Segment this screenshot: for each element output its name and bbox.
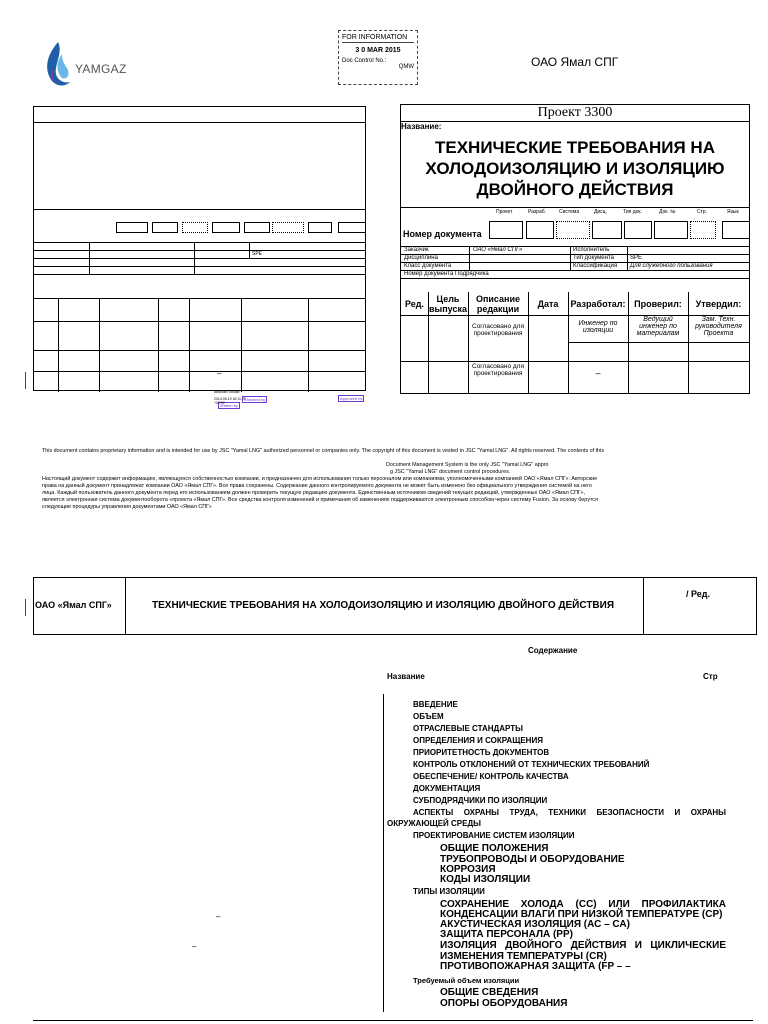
toc-column-name: Название <box>387 672 425 681</box>
developed-header: Разработал: <box>570 299 626 309</box>
stamp-initials: QMW <box>398 64 414 70</box>
toc-item[interactable]: ОТРАСЛЕВЫЕ СТАНДАРТЫ <box>413 724 523 733</box>
toc-dash: – <box>192 942 197 951</box>
toc-subitem[interactable]: ПРОТИВОПОЖАРНАЯ ЗАЩИТА (FP – – <box>440 961 631 972</box>
document-number-label: Номер документа <box>403 229 482 239</box>
toc-column-page: Стр <box>703 672 718 681</box>
toc-subitem[interactable]: ОБЩИЕ СВЕДЕНИЯ <box>440 987 539 998</box>
docclass-label: Класс документа <box>404 263 452 269</box>
disclaimer-en-1: This document contains proprietary information and is intended for use by JSC "Yamal LNG" authorized personnel or companies only. The copyright of this document is vested in JSC "Yamal LNG". All rights reserved. The contents of this <box>42 448 605 454</box>
footer-divider <box>33 1020 753 1021</box>
left-dash: – <box>217 369 222 378</box>
title-line: ТЕХНИЧЕСКИЕ ТРЕБОВАНИЯ НА <box>435 138 715 157</box>
header-company: ОАО «Ямал СПГ» <box>35 600 112 610</box>
row1-developed: Инженер по изоляции <box>578 320 618 334</box>
title-line: ХОЛОДОИЗОЛЯЦИЮ И ИЗОЛЯЦИЮ <box>425 159 725 178</box>
toc-item[interactable]: ОБЕСПЕЧЕНИЕ/ КОНТРОЛЬ КАЧЕСТВА <box>413 772 569 781</box>
number-header: Проект <box>496 209 513 215</box>
number-header: Система <box>559 209 580 215</box>
toc-item[interactable]: ПРОЕКТИРОВАНИЕ СИСТЕМ ИЗОЛЯЦИИ <box>413 831 575 840</box>
header-title: ТЕХНИЧЕСКИЕ ТРЕБОВАНИЯ НА ХОЛОДОИЗОЛЯЦИЮ И ИЗОЛЯЦИЮ ДВОЙНОГО ДЕЙСТВИЯ <box>152 600 615 611</box>
toc-subitem[interactable]: СОХРАНЕНИЕ ХОЛОДА (СС) ИЛИ ПРОФИЛАКТИКА <box>440 899 726 910</box>
toc-item[interactable]: АСПЕКТЫ ОХРАНЫ ТРУДА, ТЕХНИКИ БЕЗОПАСНОСТИ И ОХРАНЫ <box>413 808 726 817</box>
row1-description: Согласовано для проектирования <box>472 323 524 337</box>
checked-by-stamp: Checked by <box>244 397 266 402</box>
disclaimer-ru-2: права на данный документ принадлежат компании ОАО «Ямал СПГ». Все права сохранены. Содержание данного контролируемого документа не может быть изменено без официального утверждения системой на него <box>42 483 592 489</box>
toc-divider <box>383 694 384 1012</box>
signature-date: 2014.05.19 16:11:25 +02'00' <box>214 397 246 405</box>
toc-item[interactable]: ОПРЕДЕЛЕНИЯ И СОКРАЩЕНИЯ <box>413 736 543 745</box>
disclaimer-ru-5: следующие процедуры управления документами ОАО «Ямал СПГ» <box>42 504 212 510</box>
toc-item[interactable]: Требуемый объем изоляции <box>413 976 520 985</box>
signature-block <box>214 390 374 414</box>
document-title <box>400 137 750 200</box>
customer-label: Заказчик <box>404 247 429 253</box>
toc-subitem[interactable]: ОПОРЫ ОБОРУДОВАНИЯ <box>440 998 568 1009</box>
description-header: Описание редакции <box>475 294 521 314</box>
number-header: Стр. <box>697 209 708 215</box>
red-margin-mark <box>25 372 26 389</box>
purpose-header: Цель выпуска <box>429 294 467 314</box>
written-by-stamp: Written by <box>220 403 238 408</box>
row1-approved: Зам. Техн. руководителя Проекта <box>695 316 742 337</box>
checked-header: Проверил: <box>634 299 682 309</box>
for-information-stamp <box>338 30 418 85</box>
toc-item[interactable]: ОКРУЖАЮЩЕЙ СРЕДЫ <box>387 819 482 828</box>
doctype-value: SPE <box>630 255 643 261</box>
stamp-doc-control: Doc Control No.: <box>342 58 387 64</box>
disclaimer-ru-4: является электронная система документооборота «проекта «Ямал СПГ». Все средства контроля изменений и примечания об изменениях поддерживаются электронным способом через систему Fusion. За основу берутся <box>42 497 598 503</box>
header-revision: / Ред. <box>686 589 710 599</box>
toc-subitem[interactable]: КОНДЕНСАЦИИ ВЛАГИ ПРИ НИЗКОЙ ТЕМПЕРАТУРЕ (СР) <box>440 909 723 920</box>
customer-value: ОАО «Ямал СПГ» <box>473 247 523 253</box>
stamp-title: FOR INFORMATION <box>342 34 414 43</box>
toc-subitem[interactable]: ЗАЩИТА ПЕРСОНАЛА (РР) <box>440 929 573 940</box>
left-spe-value: SPE <box>252 251 263 257</box>
disclaimer-ru-1: Настоящий документ содержит информацию, являющуюся собственностью компании, и предназначен для использования только персоналом или компаниями, уполномоченными компанией ОАО «Ямал СПГ». Авторские <box>42 476 598 482</box>
discipline-label: Дисциплина <box>404 255 438 261</box>
toc-item[interactable]: ОБЪЕМ <box>413 712 444 721</box>
approved-header: Утвердил: <box>695 299 742 309</box>
disclaimer-en-3: g JSC "Yamal LNG" document control procedures. <box>390 469 511 475</box>
yamgaz-logo-icon <box>40 40 74 90</box>
row2-developed: – <box>595 368 601 378</box>
number-header: Док. № <box>659 209 676 215</box>
title-line: ДВОЙНОГО ДЕЙСТВИЯ <box>476 180 674 199</box>
subcontractor-label: Номер документа Подрядчика <box>404 271 489 277</box>
project-number: Проект 3300 <box>401 105 749 122</box>
number-header: Разраб. <box>528 209 547 215</box>
classification-value: Для служебного пользования <box>630 263 713 269</box>
toc-subitem[interactable]: ОБЩИЕ ПОЛОЖЕНИЯ <box>440 843 549 854</box>
left-title-table <box>33 106 366 391</box>
toc-item[interactable]: ДОКУМЕНТАЦИЯ <box>413 784 481 793</box>
toc-item[interactable]: СУБПОДРЯДЧИКИ ПО ИЗОЛЯЦИИ <box>413 796 548 805</box>
row1-checked: Ведущий инженер по материалам <box>636 316 680 337</box>
toc-subitem[interactable]: КОРРОЗИЯ <box>440 864 496 875</box>
toc-item[interactable]: ТИПЫ ИЗОЛЯЦИИ <box>413 887 485 896</box>
row2-description: Согласовано для проектирования <box>472 363 524 377</box>
toc-subitem[interactable]: ИЗМЕНЕНИЯ ТЕМПЕРАТУРЫ (CR) <box>440 951 607 962</box>
toc-subitem[interactable]: ТРУБОПРОВОДЫ И ОБОРУДОВАНИЕ <box>440 854 625 865</box>
rev-header: Ред. <box>405 299 424 309</box>
signature-author: Abdullah Shoaib <box>214 390 240 394</box>
name-label: Название: <box>401 122 442 131</box>
toc-item[interactable]: КОНТРОЛЬ ОТКЛОНЕНИЙ ОТ ТЕХНИЧЕСКИХ ТРЕБОВАНИЙ <box>413 760 650 769</box>
disclaimer-en-2: Document Management System is the only JSC "Yamal LNG" appro <box>386 462 549 468</box>
toc-subitem[interactable]: АКУСТИЧЕСКАЯ ИЗОЛЯЦИЯ (АС – СА) <box>440 919 630 930</box>
toc-dash: – <box>216 912 221 921</box>
company-name: ОАО Ямал СПГ <box>531 55 619 69</box>
logo-text: YAMGAZ <box>75 62 127 76</box>
toc-subitem[interactable]: КОДЫ ИЗОЛЯЦИИ <box>440 874 531 885</box>
classification-label: Классификация <box>573 263 618 269</box>
date-header: Дата <box>537 299 559 309</box>
disclaimer-ru-3: лица. Каждый пользователь данного документа перед его использованием должен проверить текущую редакцию документа. Единственным источником сведений текущих редакций, утвержденных ОАО «Ямал СПГ», <box>42 490 586 496</box>
toc-item[interactable]: ПРИОРИТЕТНОСТЬ ДОКУМЕНТОВ <box>413 748 550 757</box>
number-header: Тип док. <box>623 209 642 215</box>
stamp-date: 3 0 MAR 2015 <box>355 47 401 54</box>
toc-heading: Содержание <box>528 646 578 655</box>
number-header: Язык <box>727 209 739 215</box>
red-margin-mark <box>25 599 26 616</box>
number-header: Дисц. <box>594 209 607 215</box>
doctype-label: Тип документа <box>573 255 614 261</box>
contractor-label: Исполнитель <box>573 247 610 253</box>
toc-item[interactable]: ВВЕДЕНИЕ <box>413 700 458 709</box>
approved-by-stamp: Approved by <box>340 396 363 401</box>
toc-subitem[interactable]: ИЗОЛЯЦИЯ ДВОЙНОГО ДЕЙСТВИЯ И ЦИКЛИЧЕСКИЕ <box>440 940 726 951</box>
